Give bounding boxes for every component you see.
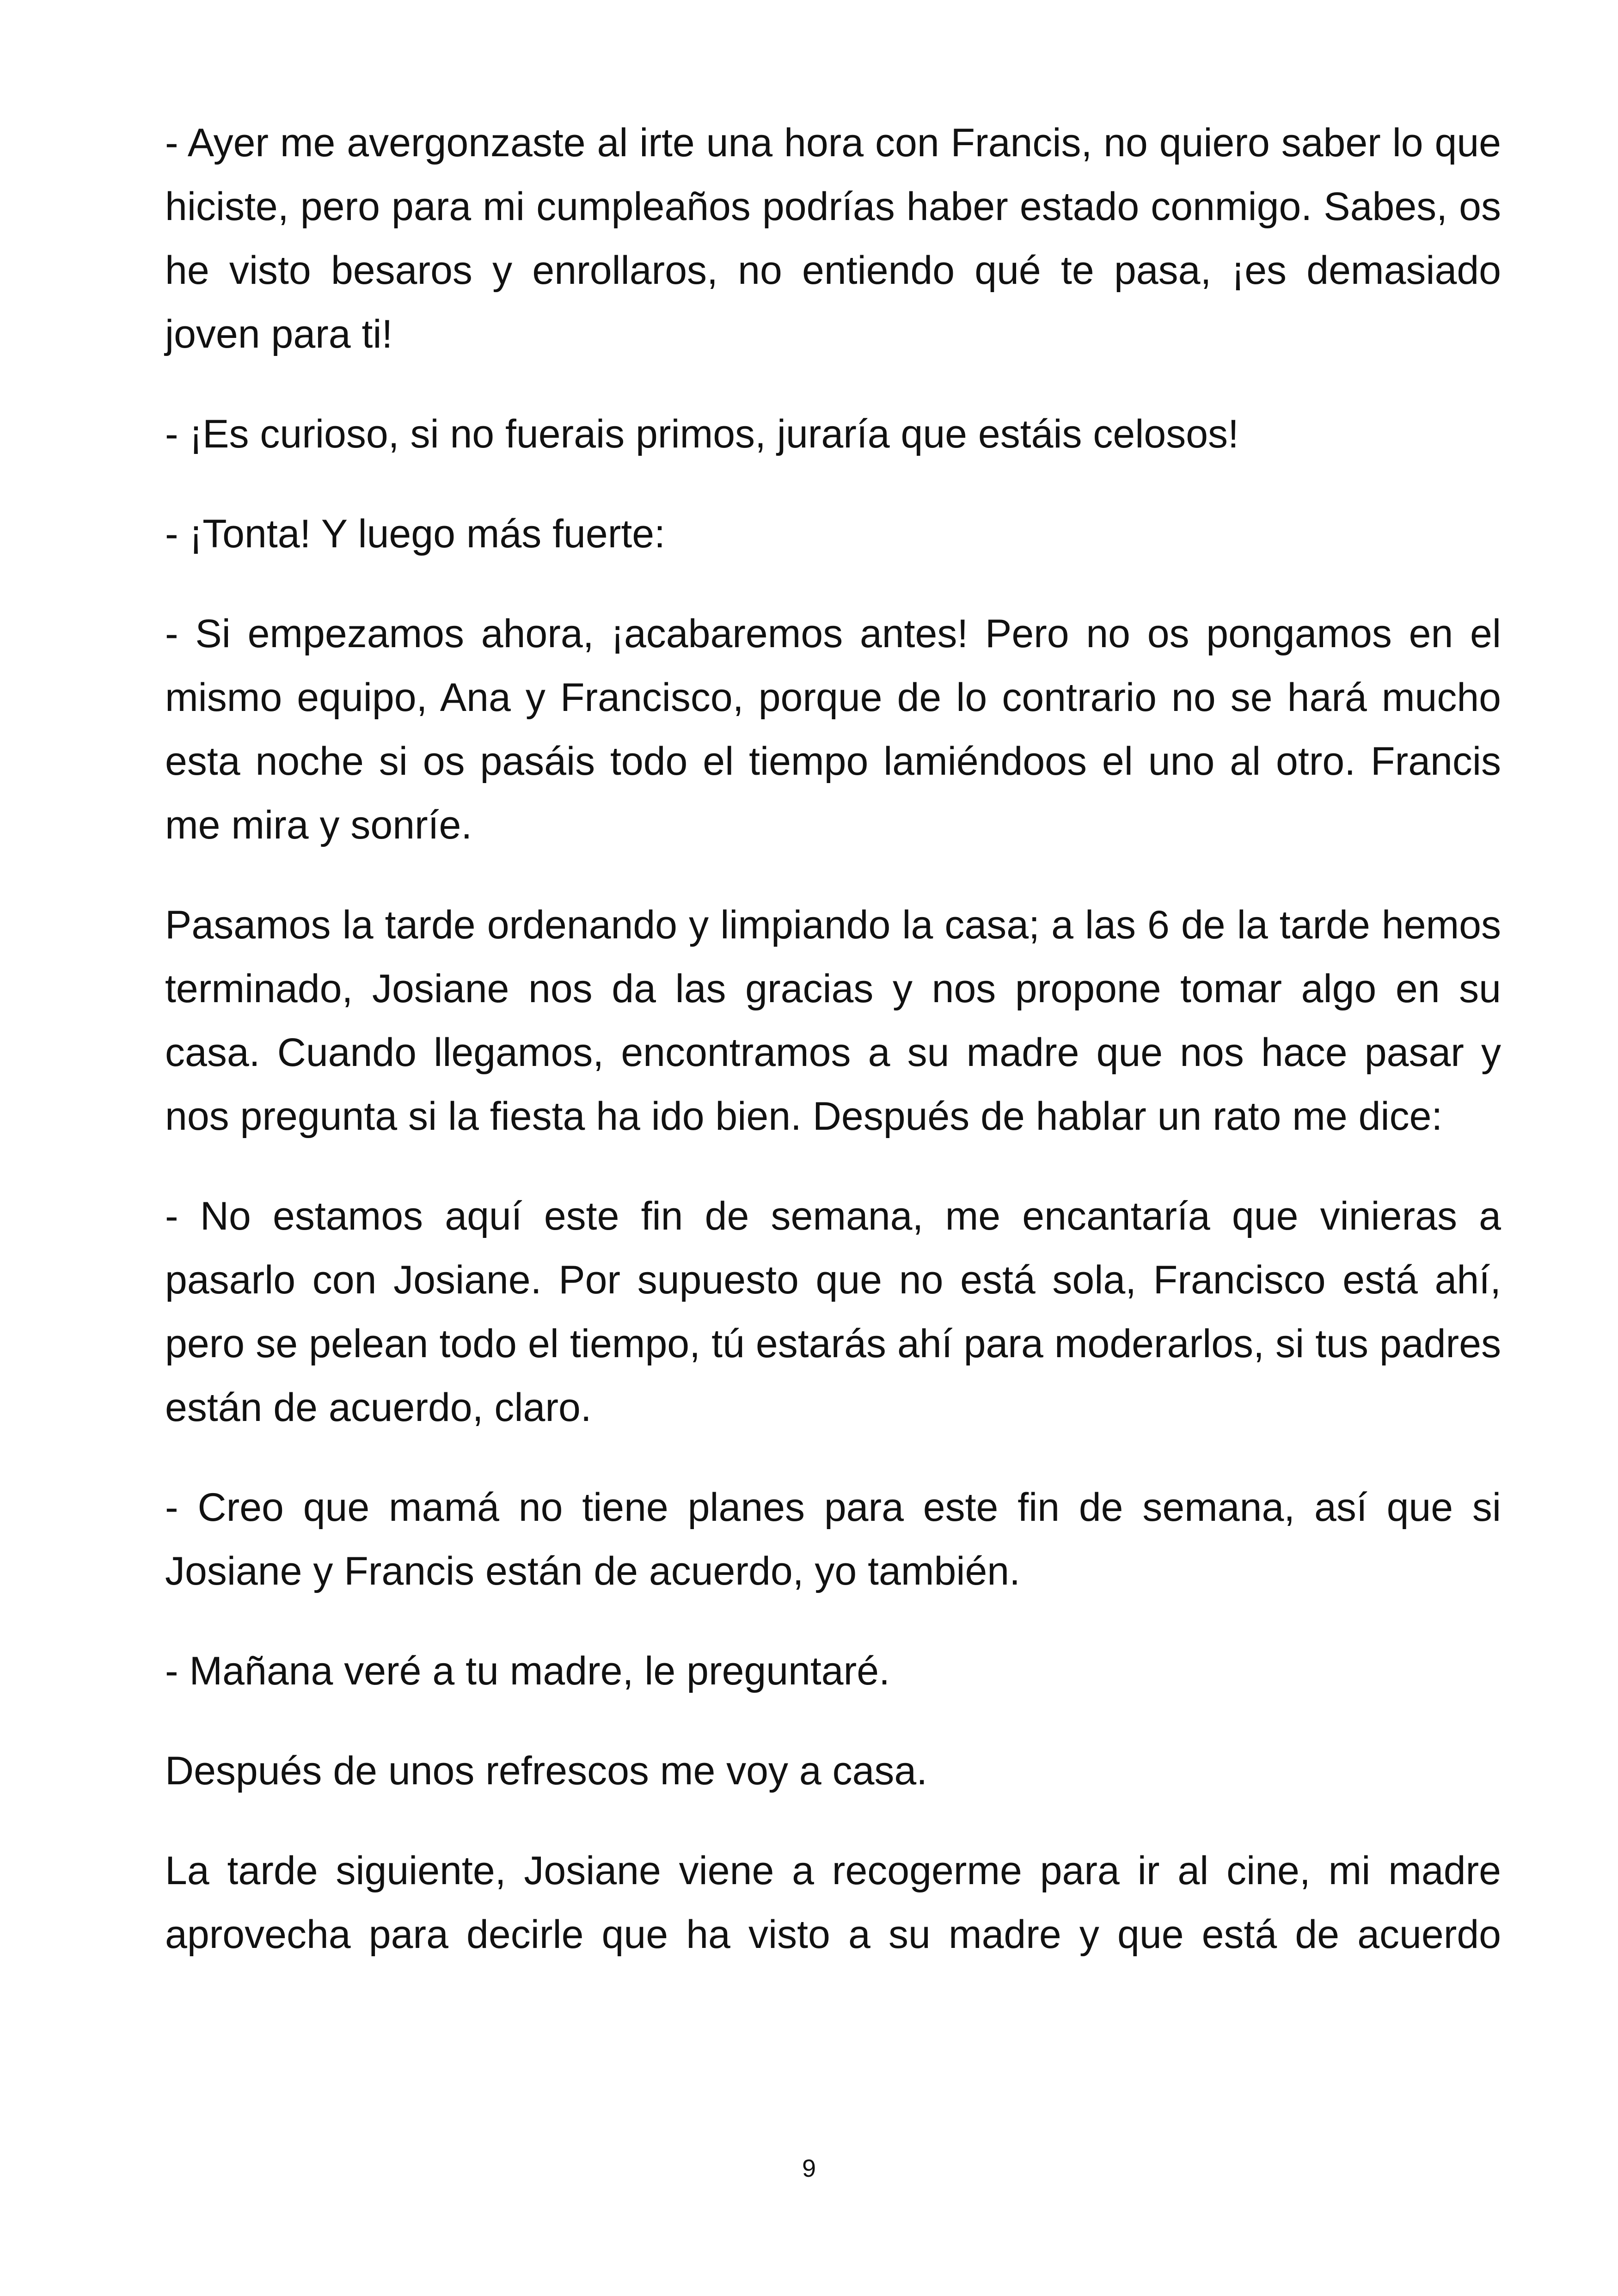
paragraph-9: Después de unos refrescos me voy a casa. [165,1749,928,1793]
paragraph-8: - Mañana veré a tu madre, le preguntaré. [165,1649,890,1693]
paragraph-5: Pasamos la tarde ordenando y limpiando la casa; a las 6 de la tarde hemos terminado, Josiane nos da las gracias y nos propone tomar algo en su casa. Cuando llegamos, encontramos a su madre que nos hace pasar y nos pregunta si la fiesta ha ido bien. Después de hablar un rato me dice: [165,903,1501,1139]
paragraph-6: - No estamos aquí este fin de semana, me encantaría que vinieras a pasarlo con Josiane. Por supuesto que no está sola, Francisco está ahí, pero se pelean todo el tiempo, tú estarás ahí para moderarlos, si tus padres están de acuerdo, claro. [165,1194,1501,1430]
body-text [165,111,1501,1966]
paragraph-7: - Creo que mamá no tiene planes para este fin de semana, así que si Josiane y Francis están de acuerdo, yo también. [165,1485,1501,1593]
paragraph-4: - Si empezamos ahora, ¡acabaremos antes! Pero no os pongamos en el mismo equipo, Ana y Francisco, porque de lo contrario no se hará mucho esta noche si os pasáis todo el tiempo lamiéndoos el uno al otro. Francis me mira y sonríe. [165,612,1501,847]
paragraph-10: La tarde siguiente, Josiane viene a recogerme para ir al cine, mi madre aprovecha para decirle que ha visto a su madre y que está de acuerdo [165,1849,1501,1957]
paragraph-1: - Ayer me avergonzaste al irte una hora con Francis, no quiero saber lo que hiciste, pero para mi cumpleaños podrías haber estado conmigo. Sabes, os he visto besaros y enrollaros, no entiendo qué te pasa, ¡es demasiado joven para ti! [165,121,1501,356]
paragraph-3: - ¡Tonta! Y luego más fuerte: [165,512,665,556]
paragraph-2: - ¡Es curioso, si no fuerais primos, juraría que estáis celosos! [165,412,1239,456]
page-number: 9 [802,2155,816,2182]
